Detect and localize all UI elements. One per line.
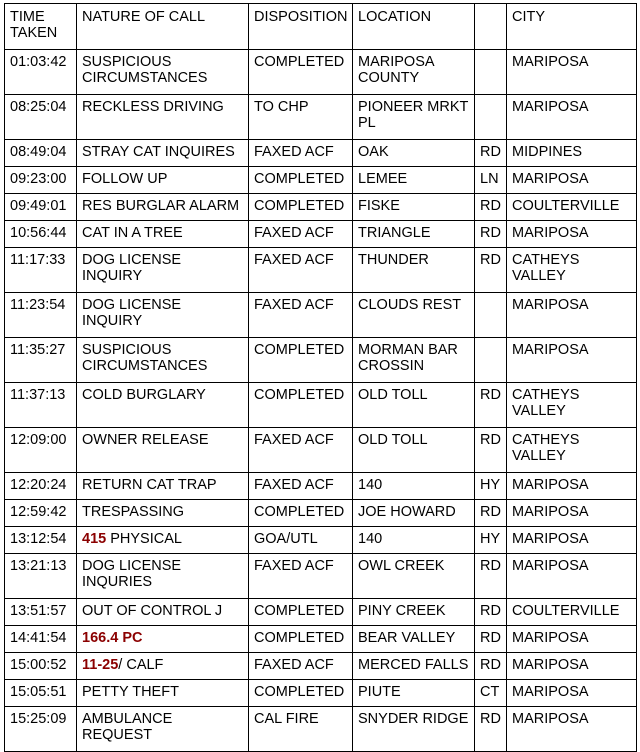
cell-city: COULTERVILLE xyxy=(507,599,637,626)
nature-text: STRAY CAT INQUIRES xyxy=(82,144,235,160)
cell-nature xyxy=(77,554,249,599)
cell-disposition: TO CHP xyxy=(249,95,353,140)
cell-disposition: COMPLETED xyxy=(249,338,353,383)
cell-disposition: GOA/UTL xyxy=(249,527,353,554)
cell-location: MORMAN BAR CROSSIN xyxy=(353,338,475,383)
nature-text: DOG LICENSE INQUIRY xyxy=(82,252,182,284)
cell-time: 10:56:44 xyxy=(5,221,77,248)
nature-text: COLD BURGLARY xyxy=(82,387,206,403)
cell-suffix: LN xyxy=(475,167,507,194)
cell-disposition: FAXED ACF xyxy=(249,221,353,248)
cell-disposition: FAXED ACF xyxy=(249,248,353,293)
cell-suffix: HY xyxy=(475,473,507,500)
cell-disposition: COMPLETED xyxy=(249,626,353,653)
cell-time: 15:25:09 xyxy=(5,707,77,752)
header-city: CITY xyxy=(507,4,637,50)
cell-disposition: COMPLETED xyxy=(249,383,353,428)
cell-location: BEAR VALLEY xyxy=(353,626,475,653)
table-row xyxy=(5,338,637,383)
cell-time: 12:09:00 xyxy=(5,428,77,473)
cell-nature xyxy=(77,338,249,383)
header-row xyxy=(5,4,637,50)
cell-suffix: HY xyxy=(475,527,507,554)
cell-disposition: FAXED ACF xyxy=(249,428,353,473)
table-row xyxy=(5,500,637,527)
cell-city: MARIPOSA xyxy=(507,473,637,500)
cell-suffix: RD xyxy=(475,383,507,428)
cell-location: OAK xyxy=(353,140,475,167)
cell-location: JOE HOWARD xyxy=(353,500,475,527)
cell-time: 09:49:01 xyxy=(5,194,77,221)
cell-time: 11:23:54 xyxy=(5,293,77,338)
cell-disposition: FAXED ACF xyxy=(249,473,353,500)
cell-city: MARIPOSA xyxy=(507,221,637,248)
cell-city: MARIPOSA xyxy=(507,500,637,527)
cell-city: MARIPOSA xyxy=(507,95,637,140)
cell-nature xyxy=(77,221,249,248)
cell-time: 11:17:33 xyxy=(5,248,77,293)
cell-nature xyxy=(77,500,249,527)
nature-text: DOG LICENSE INQUIRY xyxy=(82,297,182,329)
cell-disposition: COMPLETED xyxy=(249,599,353,626)
nature-text: RETURN CAT TRAP xyxy=(82,477,217,493)
cell-disposition: COMPLETED xyxy=(249,680,353,707)
cell-time: 13:51:57 xyxy=(5,599,77,626)
cell-nature xyxy=(77,473,249,500)
table-row xyxy=(5,167,637,194)
header-location: LOCATION xyxy=(353,4,475,50)
cell-nature xyxy=(77,50,249,95)
cell-disposition: FAXED ACF xyxy=(249,293,353,338)
cell-location: THUNDER xyxy=(353,248,475,293)
cell-nature xyxy=(77,383,249,428)
cell-city: MARIPOSA xyxy=(507,680,637,707)
cell-nature xyxy=(77,527,249,554)
cell-location: 140 xyxy=(353,473,475,500)
table-row xyxy=(5,527,637,554)
cell-nature xyxy=(77,653,249,680)
cell-nature xyxy=(77,167,249,194)
cell-disposition: COMPLETED xyxy=(249,50,353,95)
cell-disposition: FAXED ACF xyxy=(249,653,353,680)
cell-city: MIDPINES xyxy=(507,140,637,167)
nature-text: SUSPICIOUS CIRCUMSTANCES xyxy=(82,54,208,86)
call-log-table xyxy=(4,3,637,752)
cell-suffix: CT xyxy=(475,680,507,707)
cell-location: OWL CREEK xyxy=(353,554,475,599)
cell-city: COULTERVILLE xyxy=(507,194,637,221)
cell-city: MARIPOSA xyxy=(507,527,637,554)
cell-suffix: RD xyxy=(475,500,507,527)
cell-suffix: RD xyxy=(475,554,507,599)
cell-suffix xyxy=(475,338,507,383)
cell-time: 13:12:54 xyxy=(5,527,77,554)
cell-location: TRIANGLE xyxy=(353,221,475,248)
cell-location: MERCED FALLS xyxy=(353,653,475,680)
header-disposition: DISPOSITION xyxy=(249,4,353,50)
cell-location: LEMEE xyxy=(353,167,475,194)
cell-nature xyxy=(77,293,249,338)
cell-location: 140 xyxy=(353,527,475,554)
cell-city: CATHEYS VALLEY xyxy=(507,248,637,293)
cell-time: 08:25:04 xyxy=(5,95,77,140)
nature-text: PHYSICAL xyxy=(106,531,182,547)
nature-text: CAT IN A TREE xyxy=(82,225,183,241)
cell-suffix: RD xyxy=(475,599,507,626)
header-nature: NATURE OF CALL xyxy=(77,4,249,50)
cell-location: SNYDER RIDGE xyxy=(353,707,475,752)
call-code: 415 xyxy=(82,531,107,547)
table-row xyxy=(5,95,637,140)
table-row xyxy=(5,383,637,428)
cell-city: MARIPOSA xyxy=(507,707,637,752)
cell-nature xyxy=(77,140,249,167)
cell-suffix: RD xyxy=(475,140,507,167)
table-row xyxy=(5,50,637,95)
cell-nature xyxy=(77,95,249,140)
cell-nature xyxy=(77,428,249,473)
cell-nature xyxy=(77,626,249,653)
cell-city: MARIPOSA xyxy=(507,338,637,383)
cell-disposition: CAL FIRE xyxy=(249,707,353,752)
cell-location: PINY CREEK xyxy=(353,599,475,626)
cell-disposition: FAXED ACF xyxy=(249,140,353,167)
table-row xyxy=(5,653,637,680)
cell-location: PIONEER MRKT PL xyxy=(353,95,475,140)
cell-time: 13:21:13 xyxy=(5,554,77,599)
cell-city: MARIPOSA xyxy=(507,293,637,338)
cell-suffix: RD xyxy=(475,626,507,653)
nature-text: RECKLESS DRIVING xyxy=(82,99,224,115)
cell-time: 12:59:42 xyxy=(5,500,77,527)
cell-city: MARIPOSA xyxy=(507,653,637,680)
cell-suffix xyxy=(475,95,507,140)
table-row xyxy=(5,248,637,293)
cell-time: 15:00:52 xyxy=(5,653,77,680)
cell-suffix: RD xyxy=(475,248,507,293)
cell-city: CATHEYS VALLEY xyxy=(507,428,637,473)
cell-suffix: RD xyxy=(475,221,507,248)
nature-text: PETTY THEFT xyxy=(82,684,179,700)
nature-text: OUT OF CONTROL J xyxy=(82,603,223,619)
cell-time: 09:23:00 xyxy=(5,167,77,194)
cell-city: CATHEYS VALLEY xyxy=(507,383,637,428)
cell-location: OLD TOLL xyxy=(353,383,475,428)
cell-location: MARIPOSA COUNTY xyxy=(353,50,475,95)
cell-time: 01:03:42 xyxy=(5,50,77,95)
cell-disposition: FAXED ACF xyxy=(249,554,353,599)
call-code: 11-25 xyxy=(82,657,119,673)
cell-suffix xyxy=(475,293,507,338)
table-row xyxy=(5,599,637,626)
cell-nature xyxy=(77,194,249,221)
cell-location: OLD TOLL xyxy=(353,428,475,473)
cell-time: 08:49:04 xyxy=(5,140,77,167)
nature-text: TRESPASSING xyxy=(82,504,185,520)
cell-time: 12:20:24 xyxy=(5,473,77,500)
cell-location: PIUTE xyxy=(353,680,475,707)
nature-text: RES BURGLAR ALARM xyxy=(82,198,240,214)
table-row xyxy=(5,140,637,167)
nature-text: OWNER RELEASE xyxy=(82,432,209,448)
table-row xyxy=(5,293,637,338)
cell-time: 15:05:51 xyxy=(5,680,77,707)
table-row xyxy=(5,554,637,599)
cell-disposition: COMPLETED xyxy=(249,500,353,527)
cell-city: MARIPOSA xyxy=(507,50,637,95)
cell-suffix: RD xyxy=(475,707,507,752)
cell-nature xyxy=(77,680,249,707)
nature-text: AMBULANCE REQUEST xyxy=(82,711,173,743)
call-code: 166.4 PC xyxy=(82,630,143,646)
header-time: TIME TAKEN xyxy=(5,4,77,50)
cell-time: 11:37:13 xyxy=(5,383,77,428)
nature-text: / CALF xyxy=(118,657,164,673)
cell-time: 14:41:54 xyxy=(5,626,77,653)
table-row xyxy=(5,473,637,500)
cell-suffix xyxy=(475,50,507,95)
nature-text: FOLLOW UP xyxy=(82,171,168,187)
cell-suffix: RD xyxy=(475,653,507,680)
cell-suffix: RD xyxy=(475,194,507,221)
cell-time: 11:35:27 xyxy=(5,338,77,383)
header-suffix xyxy=(475,4,507,50)
cell-disposition: COMPLETED xyxy=(249,167,353,194)
cell-city: MARIPOSA xyxy=(507,554,637,599)
table-row xyxy=(5,428,637,473)
cell-nature xyxy=(77,248,249,293)
cell-suffix: RD xyxy=(475,428,507,473)
nature-text: SUSPICIOUS CIRCUMSTANCES xyxy=(82,342,208,374)
table-row xyxy=(5,194,637,221)
cell-location: FISKE xyxy=(353,194,475,221)
cell-disposition: COMPLETED xyxy=(249,194,353,221)
table-row xyxy=(5,680,637,707)
nature-text: DOG LICENSE INQURIES xyxy=(82,558,182,590)
table-row xyxy=(5,626,637,653)
cell-location: CLOUDS REST xyxy=(353,293,475,338)
cell-city: MARIPOSA xyxy=(507,167,637,194)
table-row xyxy=(5,221,637,248)
cell-nature xyxy=(77,599,249,626)
cell-city: MARIPOSA xyxy=(507,626,637,653)
